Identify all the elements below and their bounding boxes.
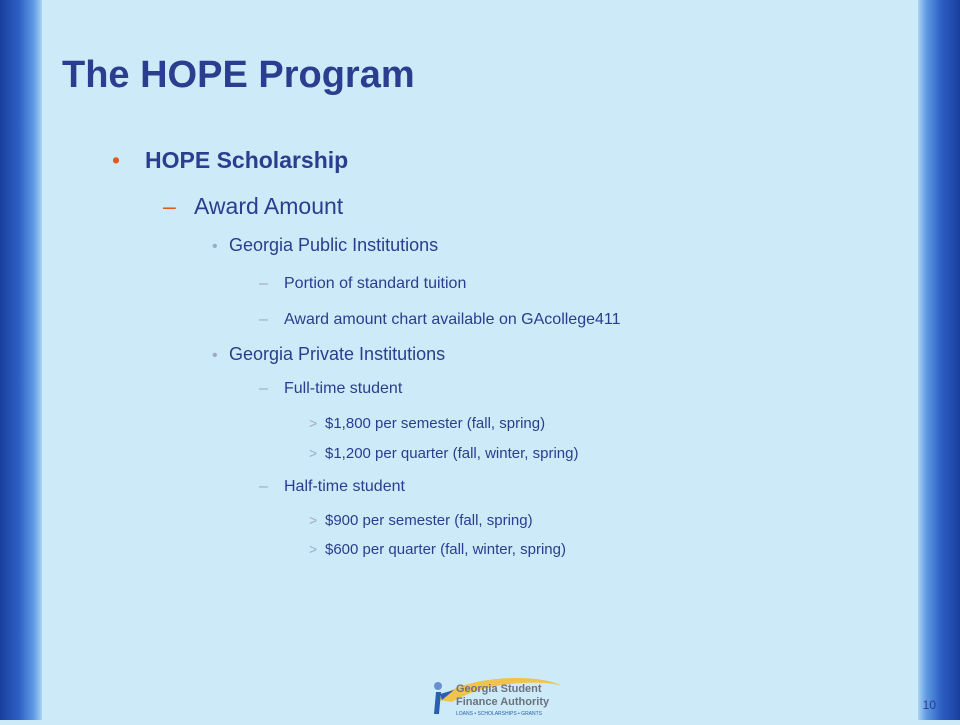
half-time-label: Half-time student	[284, 478, 405, 495]
arrow-marker: >	[309, 415, 318, 431]
dash-marker: –	[259, 478, 268, 495]
svg-text:Georgia Student: Georgia Student	[456, 683, 542, 695]
dash-marker: –	[259, 380, 268, 397]
bullet-marker: •	[212, 238, 218, 255]
left-border	[0, 0, 42, 720]
right-border	[918, 0, 960, 720]
bullet-marker: •	[212, 347, 218, 364]
arrow-marker: >	[309, 445, 318, 461]
public-item-chart: Award amount chart available on GAcollege411	[284, 311, 621, 328]
gsfa-logo-graphic	[428, 670, 568, 720]
list-item	[309, 445, 578, 462]
list-item	[309, 415, 545, 432]
arrow-marker: >	[309, 512, 318, 528]
bullet-hope-scholarship	[112, 147, 348, 174]
bullet-marker: •	[112, 147, 121, 173]
list-item	[309, 541, 566, 558]
list-item	[259, 311, 621, 329]
half-time-semester: $900 per semester (fall, spring)	[325, 512, 533, 529]
full-time-quarter: $1,200 per quarter (fall, winter, spring)	[325, 445, 579, 462]
full-time-label: Full-time student	[284, 380, 403, 397]
half-time-quarter: $600 per quarter (fall, winter, spring)	[325, 541, 566, 558]
list-item	[259, 275, 466, 293]
subheading-text: Award Amount	[194, 193, 344, 219]
dash-marker: –	[163, 193, 176, 219]
dash-marker: –	[259, 311, 268, 328]
dash-marker: –	[259, 275, 268, 292]
heading-text: HOPE Scholarship	[145, 147, 349, 173]
svg-text:LOANS • SCHOLARSHIPS • GRANTS: LOANS • SCHOLARSHIPS • GRANTS	[456, 711, 543, 717]
bullet-private-institutions	[212, 344, 445, 365]
list-item	[309, 512, 533, 529]
public-label: Georgia Public Institutions	[229, 235, 439, 255]
slide-title: The HOPE Program	[62, 54, 415, 96]
svg-text:Finance Authority: Finance Authority	[456, 696, 550, 708]
private-label: Georgia Private Institutions	[229, 344, 446, 364]
slide-number: 10	[922, 698, 936, 712]
full-time-semester: $1,800 per semester (fall, spring)	[325, 415, 546, 432]
gsfa-logo	[428, 670, 568, 720]
bullet-award-amount	[163, 193, 343, 220]
bullet-public-institutions	[212, 235, 438, 256]
list-item	[259, 380, 402, 398]
arrow-marker: >	[309, 541, 318, 557]
public-item-tuition: Portion of standard tuition	[284, 275, 467, 292]
list-item	[259, 478, 405, 496]
